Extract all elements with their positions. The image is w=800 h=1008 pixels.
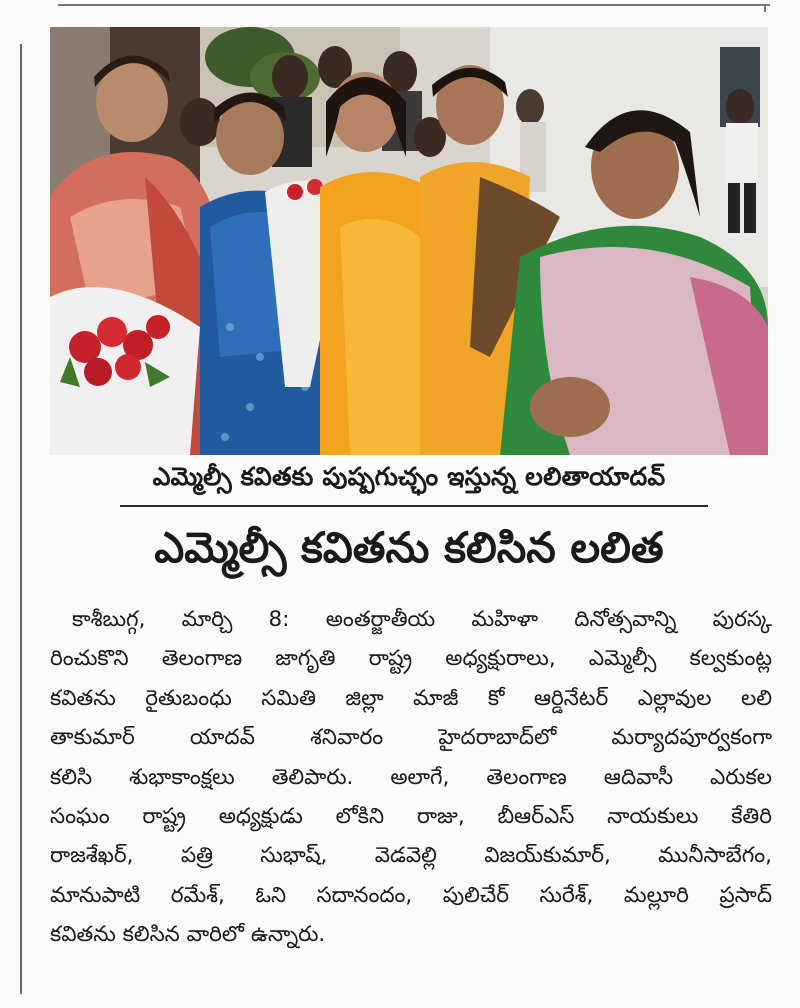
body-line: కవితను కలిసిన వారిలో ఉన్నారు. — [50, 922, 326, 948]
body-line: రించుకొని తెలంగాణ జాగృతి రాష్ట్ర అధ్యక్షురాలు, ఎమ్మెల్సీ కల్వకుంట్ల — [50, 646, 772, 672]
body-line: సంఘం రాష్ట్ర అధ్యక్షుడు లోకిని రాజు, బీఆర్‌ఎస్ నాయకులు కేతిరి — [50, 804, 772, 830]
body-line: కలిసి శుభాకాంక్షలు తెలిపారు. అలాగే, తెలంగాణ ఆదివాసీ ఎరుకల — [50, 764, 772, 790]
column-rule — [20, 44, 22, 994]
body-line: కాశీబుగ్గ, మార్చి 8: అంతర్జాతీయ మహిళా దినోత్సవాన్ని పురస్క — [72, 607, 772, 632]
article-body — [50, 600, 772, 955]
body-line: కవితను రైతుబంధు సమితి జిల్లా మాజీ కో ఆర్డినేటర్ ఎల్లావుల లలి — [50, 685, 772, 711]
article-headline: ఎమ్మెల్సీ కవితను కలిసిన లలిత — [154, 523, 664, 572]
caption-underline — [120, 505, 708, 507]
body-line: మానుపాటి రమేశ్, ఓని సదానందం, పులిచేర్ సురేశ్, మల్లూరి ప్రసాద్ — [50, 882, 772, 908]
news-photo — [50, 27, 768, 455]
photo-caption: ఎమ్మెల్సీ కవితకు పుష్పగుచ్ఛం ఇస్తున్న లలితాయాదవ్ — [152, 462, 666, 491]
body-line: తాకుమార్ యాదవ్ శనివారం హైదరాబాద్‌లో మర్యాదపూర్వకంగా — [50, 725, 772, 751]
top-rule-tick — [764, 4, 766, 12]
body-line: రాజశేఖర్, పత్రి సుభాష్, వెడవెల్లి విజయ్‌కుమార్, మునీసాబేగం, — [50, 843, 772, 869]
top-rule — [58, 4, 770, 6]
